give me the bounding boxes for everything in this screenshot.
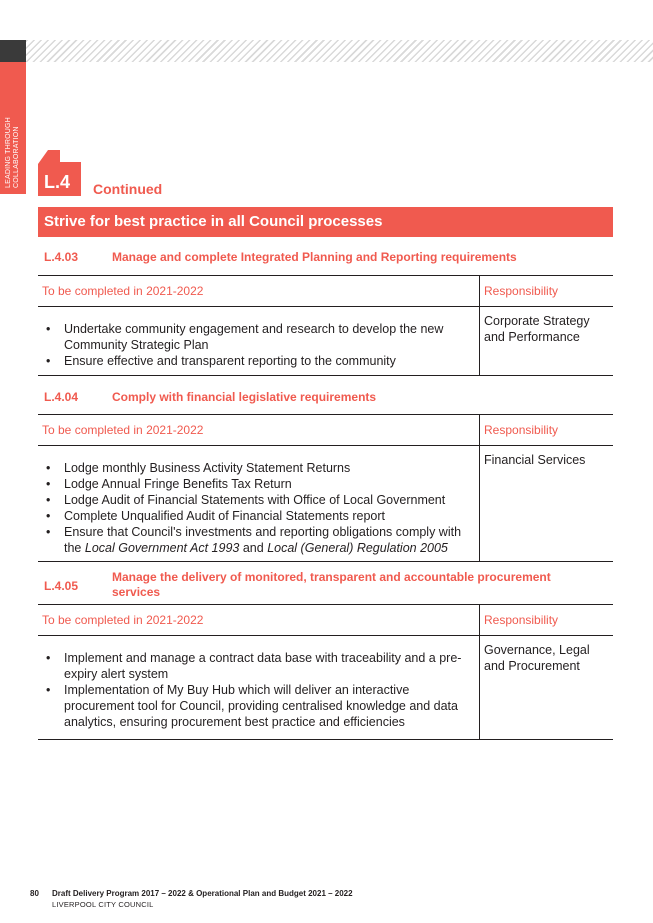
table-header [38, 276, 613, 307]
responsibility-cell: Governance, Legal and Procurement [484, 643, 590, 673]
list-item-text: Ensure that Council's investments and reporting obligations comply with the [64, 525, 462, 555]
list-item: • Undertake community engagement and research to develop the new Community Strategic Plan [44, 321, 472, 353]
action-table [38, 275, 613, 376]
list-item: • Ensure effective and transparent reporting to the community [44, 353, 472, 369]
section-title: Manage the delivery of monitored, transparent and accountable procurement services [112, 570, 551, 599]
list-item: • Complete Unqualified Audit of Financial Statements report [44, 508, 472, 524]
responsibility-cell: Financial Services [484, 453, 586, 467]
table-header [38, 605, 613, 636]
list-item: • Lodge monthly Business Activity Statement Returns [44, 460, 472, 476]
list-item: • Lodge Annual Fringe Benefits Tax Return [44, 476, 472, 492]
sidebar-label-line2: COLLABORATION [13, 126, 20, 188]
column-divider [479, 605, 480, 739]
badge-code: L.4 [44, 172, 71, 192]
section-title: Comply with financial legislative requirements [112, 390, 377, 404]
footer-document-title: Draft Delivery Program 2017 – 2022 & Operational Plan and Budget 2021 – 2022 [52, 889, 353, 898]
page-number: 80 [30, 889, 39, 898]
header-hatch-pattern [26, 40, 653, 62]
table-header [38, 415, 613, 446]
action-list [44, 321, 472, 369]
column-divider [479, 276, 480, 375]
section-code: L.4.05 [44, 579, 79, 593]
section-code: L.4.03 [44, 250, 79, 264]
list-item: • Implementation of My Buy Hub which will deliver an interactive procurement tool for Council, providing centralised knowledge and data analytics, ensuring procurement best practice and efficiencies [44, 682, 472, 730]
list-item: • Implement and manage a contract data base with traceability and a pre-expiry alert system [44, 650, 472, 682]
column-header-completion: To be completed in 2021-2022 [42, 284, 204, 298]
action-table [38, 604, 613, 740]
column-header-responsibility: Responsibility [484, 284, 559, 298]
column-header-responsibility: Responsibility [484, 613, 559, 627]
action-table [38, 414, 613, 562]
act-name: Local Government Act 1993 [84, 541, 240, 555]
goal-banner: Strive for best practice in all Council processes [38, 207, 613, 237]
list-item [44, 524, 472, 556]
column-header-completion: To be completed in 2021-2022 [42, 613, 204, 627]
sidebar-tab-dark [0, 40, 26, 62]
continued-label: Continued [93, 181, 163, 197]
sidebar-label [5, 68, 21, 188]
regulation-name: Local (General) Regulation 2005 [267, 541, 448, 555]
column-divider [479, 415, 480, 561]
section-code: L.4.04 [44, 390, 79, 404]
column-header-completion: To be completed in 2021-2022 [42, 423, 204, 437]
section-badge [38, 150, 81, 196]
action-list [44, 460, 472, 556]
action-list [44, 650, 472, 730]
conjunction: and [242, 541, 264, 555]
list-item: • Lodge Audit of Financial Statements with Office of Local Government [44, 492, 472, 508]
sidebar-label-line1: LEADING THROUGH [5, 117, 12, 188]
column-header-responsibility: Responsibility [484, 423, 559, 437]
section-title: Manage and complete Integrated Planning and Reporting requirements [112, 250, 517, 264]
footer-organisation: LIVERPOOL CITY COUNCIL [52, 900, 154, 909]
responsibility-cell: Corporate Strategy and Performance [484, 314, 590, 344]
